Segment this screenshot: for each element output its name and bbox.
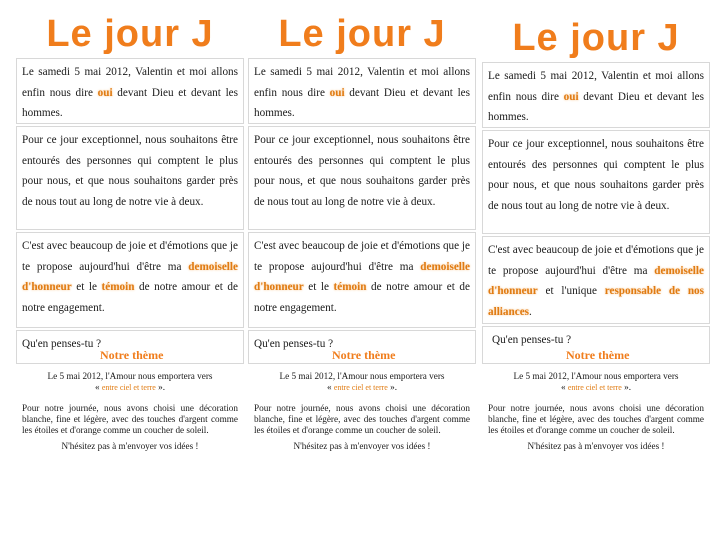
theme-date-line [248, 371, 476, 393]
invitation-card-1 [16, 0, 244, 540]
question-text: Qu'en penses-tu ? [492, 334, 572, 346]
text: C'est avec beaucoup de joie et d'émotions que je te propose aujourd'hui d'être ma [254, 240, 470, 273]
theme-heading: Notre thème [332, 348, 396, 362]
theme-heading: Notre thème [100, 348, 164, 362]
highlight-role: demoiselle d'honneur [488, 264, 704, 297]
card-title: Le jour J [512, 17, 680, 59]
text: C'est avec beaucoup de joie et d'émotions que je te propose aujourd'hui d'être ma [488, 244, 704, 277]
theme-date-line [482, 371, 710, 393]
text: Le 5 mai 2012, l'Amour nous emportera vers [513, 371, 679, 381]
highlight-theme: entre ciel et terre [567, 383, 622, 392]
text: Le samedi 5 mai 2012, Valentin et moi allons enfin nous dire [22, 66, 238, 99]
paragraph-guests: Pour ce jour exceptionnel, nous souhaitons être entourés des personnes qui comptent le plus pour nous, et que nous souhaitons garder près de nous tout au long de notre vie à deux. [22, 134, 238, 208]
ideas-line: N'hésitez pas à m'envoyer vos idées ! [61, 441, 199, 451]
decoration-paragraph: Pour notre journée, nous avons choisi une décoration blanche, fine et légère, avec des touches d'argent comme les étoiles et d'orange comme un coucher de soleil. [254, 403, 470, 435]
paragraph-request [22, 236, 238, 318]
decoration-paragraph: Pour notre journée, nous avons choisi une décoration blanche, fine et légère, avec des touches d'argent comme les étoiles et d'orange comme un coucher de soleil. [22, 403, 238, 435]
paragraph-guests: Pour ce jour exceptionnel, nous souhaitons être entourés des personnes qui comptent le plus pour nous, et que nous souhaitons garder près de nous tout au long de notre vie à deux. [488, 138, 704, 212]
paragraph-request [254, 236, 470, 318]
highlight-theme: entre ciel et terre [101, 383, 156, 392]
text: et l'unique [537, 285, 605, 297]
highlight-oui: oui [329, 86, 345, 99]
highlight-oui: oui [563, 90, 579, 103]
question-text: Qu'en penses-tu ? [254, 338, 334, 350]
highlight-theme: entre ciel et terre [333, 383, 388, 392]
text: « [94, 382, 102, 392]
text: Le 5 mai 2012, l'Amour nous emportera vers [279, 371, 445, 381]
highlight-role-2: témoin [333, 281, 367, 293]
text: et le [71, 281, 102, 293]
highlight-role-2: responsable de nos alliances [488, 285, 704, 318]
question-text: Qu'en penses-tu ? [22, 338, 102, 350]
text: . [529, 305, 532, 318]
highlight-oui: oui [97, 86, 113, 99]
highlight-role: demoiselle d'honneur [254, 260, 470, 293]
text: ». [387, 382, 398, 392]
text: « [560, 382, 568, 392]
paragraph-intro [22, 62, 238, 124]
highlight-role: demoiselle d'honneur [22, 260, 238, 293]
text: devant Dieu et devant les hommes. [22, 86, 239, 119]
invitation-card-3 [482, 0, 710, 540]
text: Le samedi 5 mai 2012, Valentin et moi allons enfin nous dire [254, 66, 470, 99]
text: ». [621, 382, 632, 392]
paragraph-guests: Pour ce jour exceptionnel, nous souhaitons être entourés des personnes qui comptent le plus pour nous, et que nous souhaitons garder près de nous tout au long de notre vie à deux. [254, 134, 470, 208]
paragraph-intro [254, 62, 470, 124]
text: de notre amour et de notre engagement. [254, 281, 470, 314]
text: et le [303, 281, 334, 293]
ideas-line: N'hésitez pas à m'envoyer vos idées ! [293, 441, 431, 451]
text: C'est avec beaucoup de joie et d'émotions que je te propose aujourd'hui d'être ma [22, 240, 238, 273]
decoration-paragraph: Pour notre journée, nous avons choisi une décoration blanche, fine et légère, avec des touches d'argent comme les étoiles et d'orange comme un coucher de soleil. [488, 403, 704, 435]
text: « [326, 382, 334, 392]
text: ». [155, 382, 166, 392]
text: Le samedi 5 mai 2012, Valentin et moi allons enfin nous dire [488, 70, 704, 103]
invitation-card-2 [248, 0, 476, 540]
theme-heading: Notre thème [566, 348, 630, 362]
ideas-line: N'hésitez pas à m'envoyer vos idées ! [527, 441, 665, 451]
theme-date-line [16, 371, 244, 393]
text: devant Dieu et devant les hommes. [254, 86, 471, 119]
paragraph-intro [488, 66, 704, 128]
card-title: Le jour J [278, 13, 446, 55]
text: de notre amour et de notre engagement. [22, 281, 238, 314]
text: Le 5 mai 2012, l'Amour nous emportera vers [47, 371, 213, 381]
paragraph-request [488, 240, 704, 322]
text: devant Dieu et devant les hommes. [488, 90, 705, 123]
highlight-role-2: témoin [101, 281, 135, 293]
card-title: Le jour J [46, 13, 214, 55]
